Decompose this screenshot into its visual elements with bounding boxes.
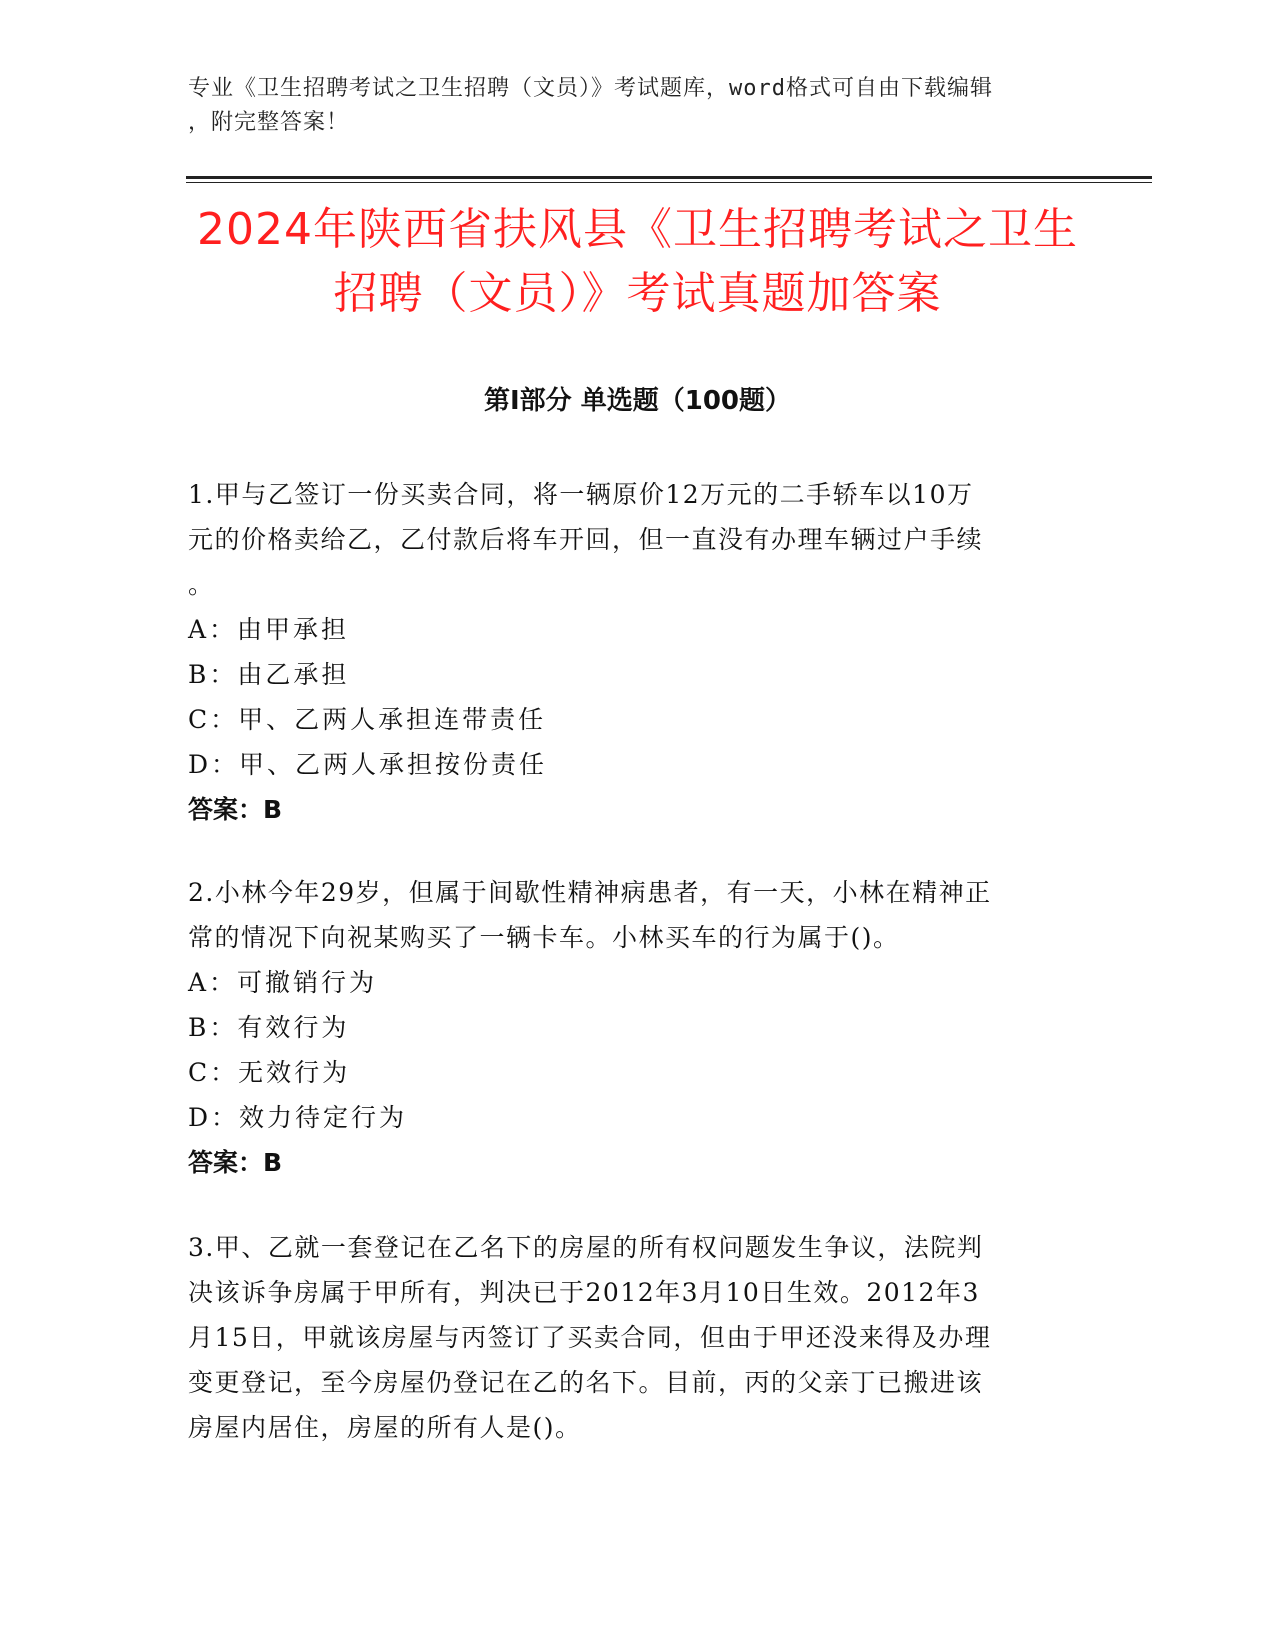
header-note [188, 72, 1088, 140]
option-d: D：效力待定行为 [188, 1103, 408, 1132]
option-c: C：甲、乙两人承担连带责任 [188, 705, 547, 734]
question-stem-line: 月15日，甲就该房屋与丙签订了买卖合同，但由于甲还没来得及办理 [188, 1323, 992, 1352]
question-stem-line: 3.甲、乙就一套登记在乙名下的房屋的所有权问题发生争议，法院判 [188, 1233, 984, 1262]
question-stem-line: 。 [188, 570, 215, 599]
question-stem-line: 变更登记，至今房屋仍登记在乙的名下。目前，丙的父亲丁已搬进该 [188, 1368, 984, 1397]
header-note-line-2: ，附完整答案！ [188, 110, 350, 135]
question-stem-line: 决该诉争房属于甲所有，判决已于2012年3月10日生效。2012年3 [188, 1278, 980, 1307]
document-title [160, 198, 1115, 326]
question-3 [188, 1225, 1088, 1450]
section-title: 第Ⅰ部分 单选题（100题） [484, 386, 791, 416]
option-b: B：由乙承担 [188, 660, 350, 689]
question-1 [188, 472, 1088, 832]
option-a: A：可撤销行为 [188, 968, 378, 997]
question-2 [188, 870, 1088, 1185]
header-note-line-1: 专业《卫生招聘考试之卫生招聘（文员）》考试题库，word格式可自由下载编辑 [188, 76, 993, 101]
header-divider-thick [186, 176, 1152, 179]
option-c: C：无效行为 [188, 1058, 351, 1087]
answer: 答案：B [188, 795, 283, 824]
question-stem-line: 2.小林今年29岁，但属于间歇性精神病患者，有一天，小林在精神正 [188, 878, 992, 907]
option-d: D：甲、乙两人承担按份责任 [188, 750, 548, 779]
document-title-line-1: 2024年陕西省扶风县《卫生招聘考试之卫生 [197, 204, 1078, 255]
question-stem-line: 1.甲与乙签订一份买卖合同，将一辆原价12万元的二手轿车以10万 [188, 480, 974, 509]
option-b: B：有效行为 [188, 1013, 350, 1042]
question-stem-line: 元的价格卖给乙，乙付款后将车开回，但一直没有办理车辆过户手续 [188, 525, 984, 554]
document-title-line-2: 招聘（文员）》考试真题加答案 [333, 268, 942, 319]
option-a: A：由甲承担 [188, 615, 350, 644]
header-divider-thin [186, 182, 1152, 183]
answer: 答案：B [188, 1148, 283, 1177]
question-stem-line: 房屋内居住，房屋的所有人是()。 [188, 1413, 582, 1442]
question-stem-line: 常的情况下向祝某购买了一辆卡车。小林买车的行为属于()。 [188, 923, 900, 952]
